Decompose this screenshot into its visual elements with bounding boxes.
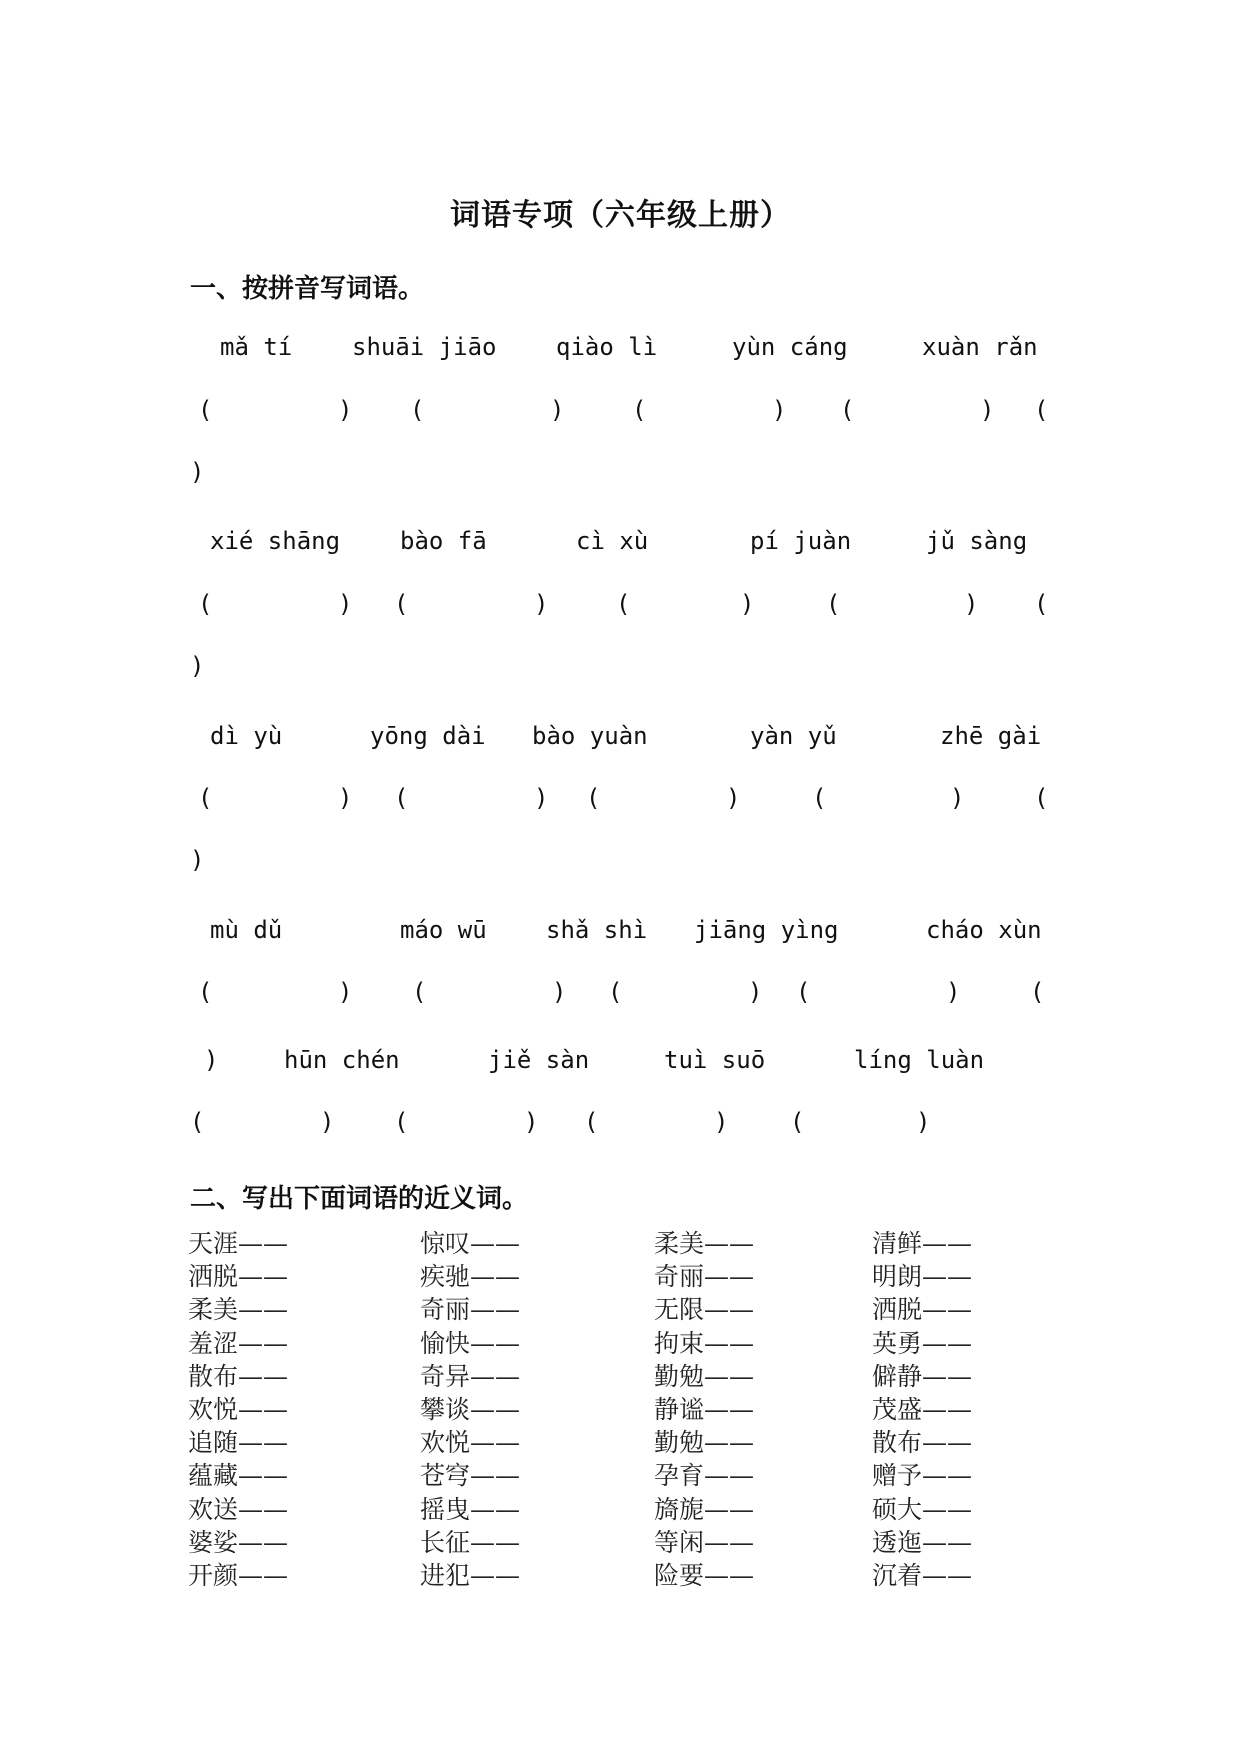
synonym-prompt: 欢悦——	[420, 1428, 521, 1457]
synonym-prompt: 僻静——	[872, 1362, 973, 1391]
synonym-prompt: 奇丽——	[420, 1295, 521, 1324]
answer-blank-open: (	[190, 1108, 205, 1136]
answer-blank-close: )	[534, 784, 549, 812]
synonym-prompt: 疾驰——	[420, 1262, 521, 1291]
pinyin-prompt: yùn cáng	[732, 333, 848, 361]
synonym-prompt: 柔美——	[188, 1295, 289, 1324]
answer-blank-close: )	[772, 396, 787, 424]
answer-blank-close: )	[950, 784, 965, 812]
pinyin-prompt: yōng dài	[370, 722, 486, 750]
answer-blank-open: (	[394, 784, 409, 812]
synonym-prompt: 洒脱——	[188, 1262, 289, 1291]
answer-blank-open: (	[410, 396, 425, 424]
answer-blank-close: )	[550, 396, 565, 424]
answer-blank-open: (	[1034, 590, 1049, 618]
answer-blank-close: )	[524, 1108, 539, 1136]
answer-blank-close: )	[190, 458, 205, 486]
pinyin-prompt: jiāng yìng	[694, 916, 839, 944]
pinyin-prompt: cì xù	[576, 527, 649, 555]
answer-blank-open: (	[796, 978, 811, 1006]
synonym-prompt: 蕴藏——	[188, 1461, 289, 1490]
answer-blank-close: )	[748, 978, 763, 1006]
answer-blank-open: (	[632, 396, 647, 424]
answer-blank-close: )	[946, 978, 961, 1006]
answer-blank-close: )	[338, 784, 353, 812]
answer-blank-open: (	[586, 784, 601, 812]
answer-blank-open: (	[1030, 978, 1045, 1006]
synonym-prompt: 英勇——	[872, 1329, 973, 1358]
answer-blank-open: (	[1034, 396, 1049, 424]
pinyin-prompt: yàn yǔ	[750, 722, 837, 750]
synonym-prompt: 静谧——	[654, 1395, 755, 1424]
answer-blank-open: (	[826, 590, 841, 618]
pinyin-prompt: shuāi jiāo	[352, 333, 497, 361]
synonym-prompt: 天涯——	[188, 1229, 289, 1258]
pinyin-prompt: mù dǔ	[210, 916, 283, 944]
pinyin-prompt: líng luàn	[854, 1046, 985, 1074]
answer-blank-close: )	[338, 978, 353, 1006]
pinyin-prompt: hūn chén	[284, 1046, 400, 1074]
synonym-prompt: 硕大——	[872, 1495, 973, 1524]
pinyin-prompt: cháo xùn	[926, 916, 1042, 944]
section2-heading: 二、写出下面词语的近义词。	[190, 1184, 529, 1214]
answer-blank-open: (	[1034, 784, 1049, 812]
page-title: 词语专项（六年级上册）	[450, 198, 791, 233]
synonym-prompt: 明朗——	[872, 1262, 973, 1291]
pinyin-prompt: bào fā	[400, 527, 487, 555]
answer-blank-close: )	[552, 978, 567, 1006]
synonym-prompt: 摇曳——	[420, 1495, 521, 1524]
pinyin-prompt: jiě sàn	[488, 1046, 590, 1074]
answer-blank-close: )	[320, 1108, 335, 1136]
answer-blank-open: (	[394, 1108, 409, 1136]
synonym-prompt: 勤勉——	[654, 1362, 755, 1391]
synonym-prompt: 追随——	[188, 1428, 289, 1457]
synonym-prompt: 透迤——	[872, 1528, 973, 1557]
pinyin-prompt: qiào lì	[556, 333, 658, 361]
answer-blank-open: (	[394, 590, 409, 618]
synonym-prompt: 洒脱——	[872, 1295, 973, 1324]
answer-blank-close: )	[714, 1108, 729, 1136]
synonym-prompt: 奇异——	[420, 1362, 521, 1391]
answer-blank-open: (	[198, 784, 213, 812]
pinyin-prompt: zhē gài	[940, 722, 1042, 750]
answer-blank-close: )	[204, 1046, 219, 1074]
answer-blank-open: (	[584, 1108, 599, 1136]
synonym-prompt: 散布——	[872, 1428, 973, 1457]
synonym-prompt: 散布——	[188, 1362, 289, 1391]
answer-blank-open: (	[840, 396, 855, 424]
pinyin-prompt: jǔ sàng	[926, 527, 1028, 555]
synonym-prompt: 等闲——	[654, 1528, 755, 1557]
answer-blank-close: )	[740, 590, 755, 618]
pinyin-prompt: mǎ tí	[220, 333, 293, 361]
synonym-prompt: 柔美——	[654, 1229, 755, 1258]
synonym-prompt: 拘束——	[654, 1329, 755, 1358]
synonym-prompt: 沉着——	[872, 1561, 973, 1590]
answer-blank-open: (	[608, 978, 623, 1006]
pinyin-prompt: shǎ shì	[546, 916, 648, 944]
answer-blank-open: (	[198, 978, 213, 1006]
synonym-prompt: 羞涩——	[188, 1329, 289, 1358]
synonym-prompt: 茂盛——	[872, 1395, 973, 1424]
synonym-prompt: 婆娑——	[188, 1528, 289, 1557]
pinyin-prompt: pí juàn	[750, 527, 852, 555]
synonym-prompt: 开颜——	[188, 1561, 289, 1590]
pinyin-prompt: máo wū	[400, 916, 487, 944]
pinyin-prompt: tuì suō	[664, 1046, 766, 1074]
synonym-prompt: 赠予——	[872, 1461, 973, 1490]
answer-blank-close: )	[726, 784, 741, 812]
answer-blank-close: )	[964, 590, 979, 618]
pinyin-prompt: xuàn rǎn	[922, 333, 1038, 361]
answer-blank-close: )	[534, 590, 549, 618]
pinyin-prompt: xié shāng	[210, 527, 341, 555]
synonym-prompt: 清鲜——	[872, 1229, 973, 1258]
answer-blank-close: )	[916, 1108, 931, 1136]
section1-heading: 一、按拼音写词语。	[190, 274, 425, 304]
synonym-prompt: 欢悦——	[188, 1395, 289, 1424]
answer-blank-open: (	[616, 590, 631, 618]
pinyin-prompt: dì yù	[210, 722, 283, 750]
answer-blank-open: (	[790, 1108, 805, 1136]
synonym-prompt: 欢送——	[188, 1495, 289, 1524]
pinyin-prompt: bào yuàn	[532, 722, 648, 750]
answer-blank-open: (	[198, 396, 213, 424]
synonym-prompt: 苍穹——	[420, 1461, 521, 1490]
answer-blank-close: )	[980, 396, 995, 424]
synonym-prompt: 攀谈——	[420, 1395, 521, 1424]
answer-blank-close: )	[190, 846, 205, 874]
synonym-prompt: 惊叹——	[420, 1229, 521, 1258]
answer-blank-open: (	[812, 784, 827, 812]
synonym-prompt: 勤勉——	[654, 1428, 755, 1457]
synonym-prompt: 长征——	[420, 1528, 521, 1557]
synonym-prompt: 险要——	[654, 1561, 755, 1590]
synonym-prompt: 孕育——	[654, 1461, 755, 1490]
synonym-prompt: 旖旎——	[654, 1495, 755, 1524]
answer-blank-open: (	[412, 978, 427, 1006]
synonym-prompt: 奇丽——	[654, 1262, 755, 1291]
answer-blank-close: )	[338, 396, 353, 424]
synonym-prompt: 进犯——	[420, 1561, 521, 1590]
answer-blank-open: (	[198, 590, 213, 618]
synonym-prompt: 无限——	[654, 1295, 755, 1324]
synonym-prompt: 愉快——	[420, 1329, 521, 1358]
answer-blank-close: )	[338, 590, 353, 618]
answer-blank-close: )	[190, 652, 205, 680]
